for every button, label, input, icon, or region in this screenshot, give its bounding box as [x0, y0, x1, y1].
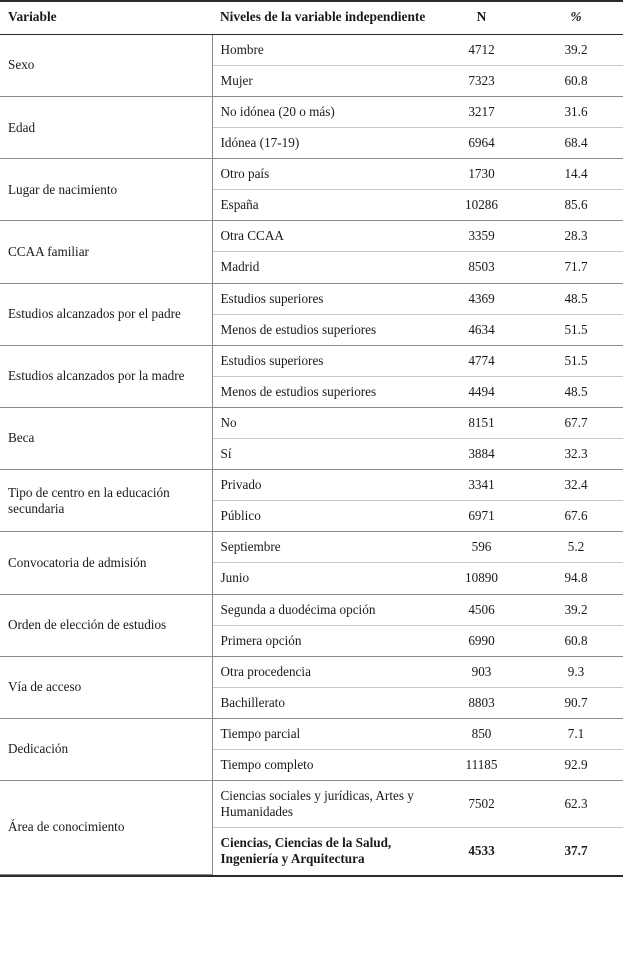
percent-value-cell: 28.3: [529, 221, 623, 252]
variable-name-cell: Convocatoria de admisión: [0, 532, 212, 594]
n-value-cell: 850: [434, 718, 529, 749]
variable-name-cell: Beca: [0, 407, 212, 469]
variable-name-cell: Estudios alcanzados por el padre: [0, 283, 212, 345]
level-cell: Hombre: [212, 34, 434, 65]
n-value-cell: 6990: [434, 625, 529, 656]
table-row: [0, 532, 623, 563]
n-value-cell: 6971: [434, 501, 529, 532]
variable-name-cell: Estudios alcanzados por la madre: [0, 345, 212, 407]
n-value-cell: 3217: [434, 97, 529, 128]
level-cell: Tiempo completo: [212, 749, 434, 780]
level-cell: Ciencias sociales y jurídicas, Artes y Humanidades: [212, 781, 434, 828]
percent-value-cell: 37.7: [564, 843, 588, 859]
variable-name-cell: Edad: [0, 97, 212, 159]
table-header-row: [0, 1, 623, 34]
n-value-cell: 6964: [434, 128, 529, 159]
column-header-levels: Niveles de la variable independiente: [212, 1, 434, 34]
percent-value-cell: 39.2: [529, 594, 623, 625]
table-row: [0, 159, 623, 190]
percent-value-cell: 32.3: [529, 439, 623, 470]
table-body: [0, 34, 623, 874]
level-cell: Estudios superiores: [212, 283, 434, 314]
percent-value-cell: 48.5: [529, 283, 623, 314]
n-value-cell: 4533: [468, 843, 495, 859]
level-cell: Tiempo parcial: [212, 718, 434, 749]
percent-value-cell: 51.5: [529, 314, 623, 345]
percent-value-cell: 90.7: [529, 687, 623, 718]
level-cell: Junio: [212, 563, 434, 594]
percent-value-cell: 5.2: [529, 532, 623, 563]
table-row: [0, 718, 623, 749]
n-value-cell: 4774: [434, 345, 529, 376]
n-value-cell: 7502: [434, 781, 529, 828]
table-row: [0, 221, 623, 252]
n-value-cell: 596: [434, 532, 529, 563]
percent-value-cell: 9.3: [529, 656, 623, 687]
variable-name-cell: Lugar de nacimiento: [0, 159, 212, 221]
variable-name-cell: Sexo: [0, 34, 212, 96]
percent-value-cell: 68.4: [529, 128, 623, 159]
n-value-cell: 4494: [434, 376, 529, 407]
level-cell: Otra procedencia: [212, 656, 434, 687]
n-value-cell: 11185: [434, 749, 529, 780]
percent-value-cell: 39.2: [529, 34, 623, 65]
n-value-cell: 8151: [434, 407, 529, 438]
level-cell: Segunda a duodécima opción: [212, 594, 434, 625]
level-cell: Sí: [212, 439, 434, 470]
percent-value-cell: 31.6: [529, 97, 623, 128]
table-row: [0, 283, 623, 314]
level-cell: No idónea (20 o más): [212, 97, 434, 128]
column-header-percent: %: [529, 1, 623, 34]
percent-value-cell: 14.4: [529, 159, 623, 190]
level-cell: Menos de estudios superiores: [212, 376, 434, 407]
variable-name-cell: Tipo de centro en la educación secundaria: [0, 470, 212, 532]
variable-name-cell: Orden de elección de estudios: [0, 594, 212, 656]
percent-value-cell: 85.6: [529, 190, 623, 221]
table-row: [0, 97, 623, 128]
variable-name-cell: Área de conocimiento: [0, 781, 212, 875]
variable-name-cell: Vía de acceso: [0, 656, 212, 718]
percent-value-cell: 62.3: [529, 781, 623, 828]
level-cell: Otra CCAA: [212, 221, 434, 252]
level-cell: Primera opción: [212, 625, 434, 656]
n-value-cell: 4369: [434, 283, 529, 314]
column-header-variable: Variable: [0, 1, 212, 34]
level-cell: Público: [212, 501, 434, 532]
percent-value-cell: 48.5: [529, 376, 623, 407]
level-cell: Estudios superiores: [212, 345, 434, 376]
level-cell: España: [212, 190, 434, 221]
n-value-cell: 7323: [434, 65, 529, 96]
percent-value-cell: 92.9: [529, 749, 623, 780]
level-cell: Otro país: [212, 159, 434, 190]
table-row: [0, 781, 623, 828]
percent-value-cell: 7.1: [529, 718, 623, 749]
n-value-cell: 8503: [434, 252, 529, 283]
table-header: [0, 1, 623, 34]
n-value-cell: 1730: [434, 159, 529, 190]
n-value-cell: 10286: [434, 190, 529, 221]
percent-value-cell: 32.4: [529, 470, 623, 501]
n-value-cell: 4634: [434, 314, 529, 345]
table-bottom-rule: [0, 875, 623, 877]
n-value-cell: 3359: [434, 221, 529, 252]
n-value-cell: 4506: [434, 594, 529, 625]
n-value-cell: 10890: [434, 563, 529, 594]
percent-value-cell: 94.8: [529, 563, 623, 594]
level-cell: Ciencias, Ciencias de la Salud, Ingeniería y Arquitectura: [220, 835, 392, 867]
column-header-n: N: [434, 1, 529, 34]
level-cell: Mujer: [212, 65, 434, 96]
level-cell: Idónea (17-19): [212, 128, 434, 159]
percent-value-cell: 51.5: [529, 345, 623, 376]
variable-name-cell: CCAA familiar: [0, 221, 212, 283]
table-row: [0, 34, 623, 65]
percent-value-cell: 67.7: [529, 407, 623, 438]
level-cell: Bachillerato: [212, 687, 434, 718]
table-row: [0, 656, 623, 687]
table-row: [0, 407, 623, 438]
level-cell: No: [212, 407, 434, 438]
level-cell: Madrid: [212, 252, 434, 283]
n-value-cell: 4712: [434, 34, 529, 65]
percent-value-cell: 67.6: [529, 501, 623, 532]
table-row: [0, 345, 623, 376]
percent-value-cell: 60.8: [529, 625, 623, 656]
level-cell: Menos de estudios superiores: [212, 314, 434, 345]
n-value-cell: 8803: [434, 687, 529, 718]
percent-value-cell: 60.8: [529, 65, 623, 96]
level-cell: Septiembre: [212, 532, 434, 563]
percent-value-cell: 71.7: [529, 252, 623, 283]
n-value-cell: 903: [434, 656, 529, 687]
table-row: [0, 594, 623, 625]
n-value-cell: 3341: [434, 470, 529, 501]
n-value-cell: 3884: [434, 439, 529, 470]
table-row: [0, 470, 623, 501]
level-cell: Privado: [212, 470, 434, 501]
variable-name-cell: Dedicación: [0, 718, 212, 780]
